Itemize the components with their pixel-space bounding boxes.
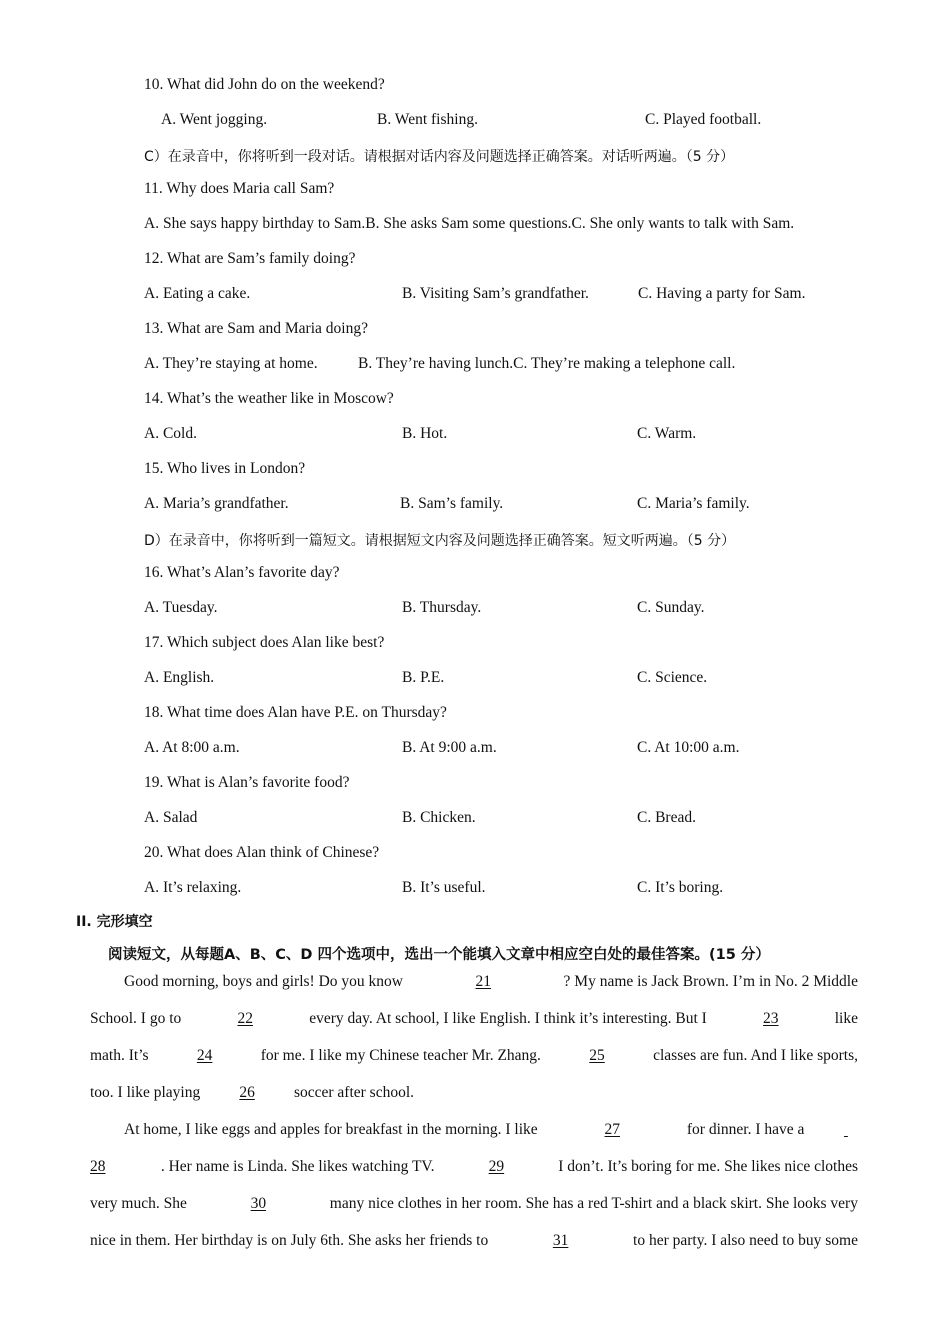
blank-23: 23: [763, 1010, 779, 1027]
question-12-option-b: B. Visiting Sam’s grandfather.: [402, 285, 589, 302]
passage-text: to her party. I also need to buy some: [633, 1232, 858, 1249]
passage-line-1: [124, 973, 858, 991]
passage-text: like: [834, 1010, 858, 1027]
question-15-stem: 15. Who lives in London?: [144, 460, 306, 477]
question-14-stem: 14. What’s the weather like in Moscow?: [144, 390, 394, 407]
question-10-option-b: B. Went fishing.: [377, 111, 478, 128]
question-20-option-a: A. It’s relaxing.: [144, 879, 242, 896]
blank-28: 28: [90, 1158, 106, 1175]
blank-25: 25: [589, 1047, 605, 1064]
passage-line-4: [90, 1084, 414, 1102]
passage-line-3: [90, 1047, 858, 1065]
passage-text: too. I like playing: [90, 1084, 201, 1101]
question-10-option-c: C. Played football.: [645, 111, 762, 128]
question-11-option-b: B. She asks Sam some questions.: [365, 215, 572, 232]
question-20-option-c: C. It’s boring.: [637, 879, 724, 896]
question-11-stem: 11. Why does Maria call Sam?: [144, 180, 335, 197]
cloze-passage: [90, 973, 858, 1273]
passage-text: Good morning, boys and girls! Do you know: [124, 973, 403, 990]
passage-text: . Her name is Linda. She likes watching TV.: [160, 1158, 435, 1175]
question-18-stem: 18. What time does Alan have P.E. on Thursday?: [144, 704, 447, 721]
passage-text: many nice clothes in her room. She has a red T-shirt and a black skirt. She looks very: [329, 1195, 858, 1212]
question-13-option-b: B. They’re having lunch.: [358, 355, 514, 372]
passage-text: for dinner. I have a: [686, 1121, 805, 1138]
question-13-options-bc: [358, 355, 735, 373]
blank-26: 26: [239, 1084, 255, 1101]
question-20-option-b: B. It’s useful.: [402, 879, 486, 896]
question-13-stem: 13. What are Sam and Maria doing?: [144, 320, 368, 337]
question-13-option-a: A. They’re staying at home.: [144, 355, 318, 372]
blank-27: 27: [604, 1121, 621, 1138]
passage-line-5: [124, 1121, 858, 1139]
section-c-instruction: C）在录音中，你将听到一段对话。请根据对话内容及问题选择正确答案。对话听两遍。（5 分）: [144, 149, 735, 165]
question-12-option-c: C. Having a party for Sam.: [638, 285, 806, 302]
passage-text: ? My name is Jack Brown. I’m in No. 2 Middle: [563, 973, 858, 990]
question-14-option-b: B. Hot.: [402, 425, 448, 442]
question-18-option-b: B. At 9:00 a.m.: [402, 739, 497, 756]
question-17-option-b: B. P.E.: [402, 669, 445, 686]
passage-text: every day. At school, I like English. I think it’s interesting. But I: [309, 1010, 707, 1027]
question-19-option-a: A. Salad: [144, 809, 198, 826]
blank-21: 21: [475, 973, 492, 990]
passage-line-8: [90, 1232, 858, 1250]
blank-28-start: [844, 1121, 858, 1139]
question-14-option-a: A. Cold.: [144, 425, 197, 442]
section-2-title: II. 完形填空: [76, 914, 153, 930]
question-15-option-c: C. Maria’s family.: [637, 495, 750, 512]
passage-text: classes are fun. And I like sports,: [653, 1047, 858, 1064]
passage-text: soccer after school.: [293, 1084, 415, 1101]
question-10-stem: 10. What did John do on the weekend?: [144, 76, 385, 93]
section-d-instruction: D）在录音中，你将听到一篇短文。请根据短文内容及问题选择正确答案。短文听两遍。（5 分）: [144, 533, 736, 549]
question-19-stem: 19. What is Alan’s favorite food?: [144, 774, 350, 791]
question-19-option-b: B. Chicken.: [402, 809, 476, 826]
question-11-option-c: C. She only wants to talk with Sam.: [571, 215, 795, 232]
question-17-option-a: A. English.: [144, 669, 215, 686]
passage-text: I don’t. It’s boring for me. She likes nice clothes: [558, 1158, 858, 1175]
blank-22: 22: [237, 1010, 253, 1027]
passage-text: School. I go to: [90, 1010, 182, 1027]
passage-line-2: [90, 1010, 858, 1028]
question-16-option-c: C. Sunday.: [637, 599, 705, 616]
question-20-stem: 20. What does Alan think of Chinese?: [144, 844, 380, 861]
question-12-stem: 12. What are Sam’s family doing?: [144, 250, 356, 267]
question-13-option-c: C. They’re making a telephone call.: [513, 355, 736, 372]
question-16-stem: 16. What’s Alan’s favorite day?: [144, 564, 340, 581]
passage-line-7: [90, 1195, 858, 1213]
question-18-option-c: C. At 10:00 a.m.: [637, 739, 740, 756]
question-10-option-a: A. Went jogging.: [161, 111, 268, 128]
question-16-option-a: A. Tuesday.: [144, 599, 218, 616]
question-17-option-c: C. Science.: [637, 669, 708, 686]
passage-line-6: [90, 1158, 858, 1176]
question-15-option-b: B. Sam’s family.: [400, 495, 504, 512]
question-14-option-c: C. Warm.: [637, 425, 697, 442]
blank-29: 29: [488, 1158, 505, 1175]
passage-text: very much. She: [90, 1195, 187, 1212]
question-17-stem: 17. Which subject does Alan like best?: [144, 634, 385, 651]
question-11-option-a: A. She says happy birthday to Sam.: [144, 215, 366, 232]
question-19-option-c: C. Bread.: [637, 809, 696, 826]
passage-text: for me. I like my Chinese teacher Mr. Zhang.: [260, 1047, 541, 1064]
blank-30: 30: [250, 1195, 267, 1212]
passage-text: At home, I like eggs and apples for breakfast in the morning. I like: [124, 1121, 538, 1138]
question-12-option-a: A. Eating a cake.: [144, 285, 251, 302]
passage-text: math. It’s: [90, 1047, 149, 1064]
question-15-option-a: A. Maria’s grandfather.: [144, 495, 289, 512]
question-18-option-a: A. At 8:00 a.m.: [144, 739, 240, 756]
blank-24: 24: [196, 1047, 213, 1064]
question-11-options: [144, 215, 794, 233]
section-2-instruction: 阅读短文，从每题A、B、C、D 四个选项中，选出一个能填入文章中相应空白处的最佳答案。(15 分）: [108, 947, 770, 963]
question-16-option-b: B. Thursday.: [402, 599, 482, 616]
passage-text: nice in them. Her birthday is on July 6th. She asks her friends to: [90, 1232, 489, 1249]
blank-31: 31: [552, 1232, 569, 1249]
